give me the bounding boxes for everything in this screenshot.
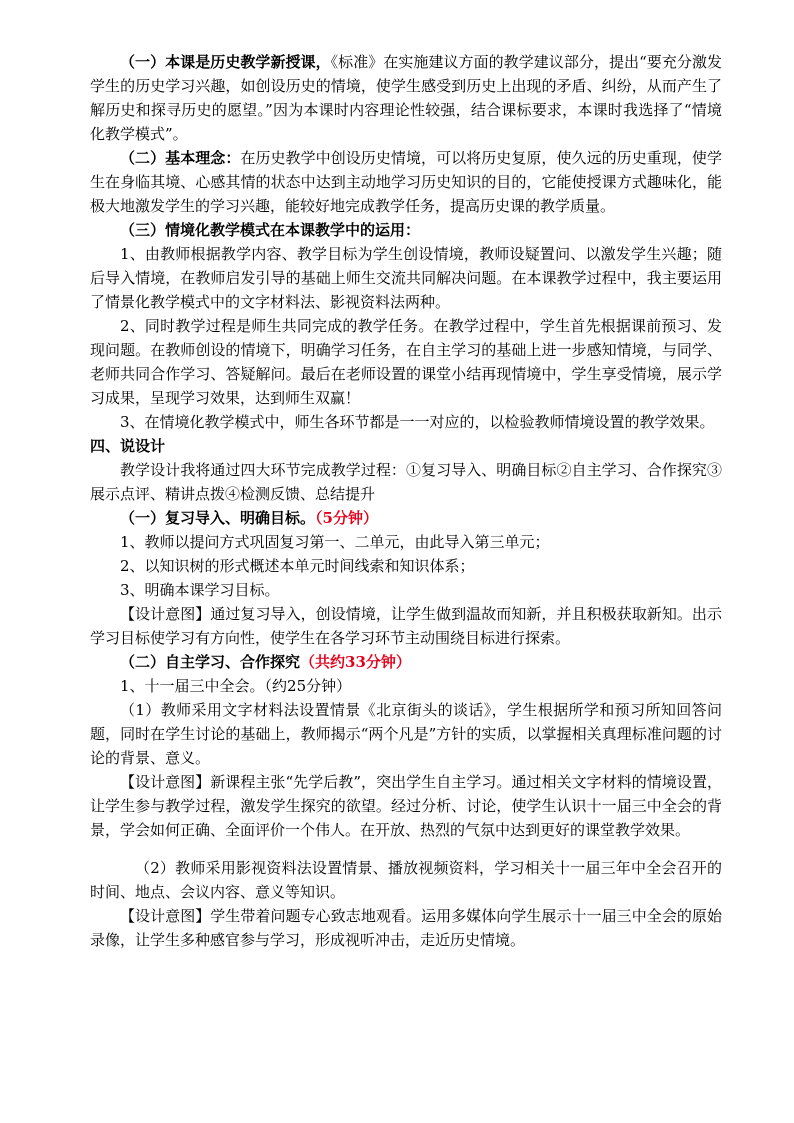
- paragraph-lead: （二）基本理念：: [120, 149, 241, 167]
- subheading-title: （一）复习导入、明确目标。: [120, 509, 316, 527]
- list-item: 1、教师以提问方式巩固复习第一、二单元，由此导入第三单元；: [120, 533, 550, 551]
- paragraph-point-3: 3、在情境化教学模式中，师生各环节都是一一对应的，以检验教师情境设置的教学效果。: [120, 413, 715, 431]
- subheading-title: （二）自主学习、合作探究: [120, 653, 301, 671]
- time-label: （5分钟）: [315, 509, 378, 527]
- subheading-review: [90, 506, 722, 530]
- list-item: 2、以知识树的形式概述本单元时间线索和知识体系；: [120, 557, 475, 575]
- paragraph-point-2: 2、同时教学过程是师生共同完成的教学任务。在教学过程中，学生首先根据课前预习、发现问题。在教师创设的情境下，明确学习任务，在自主学习的基础上进一步感知情境，与同学、老师共同合作学习、答疑解问。最后在老师设置的课堂小结再现情境中，学生享受情境，展示学习成果，呈现学习效果，达到师生双赢！: [90, 317, 722, 407]
- paragraph-design-intent-2: 【设计意图】新课程主张“先学后教”，突出学生自主学习。通过相关文字材料的情境设置，让学生参与教学过程，激发学生探究的欲望。经过分析、讨论，使学生认识十一届三中全会的背景，学会如何正确、全面评价一个伟人。在开放、热烈的气氛中达到更好的课堂教学效果。: [90, 773, 722, 839]
- paragraph-text: 《标准》在实施建议方面的教学建议部分，提出“要充分激发学生的历史学习兴趣，如创设历史的情境，使学生感受到历史上出现的矛盾、纠纷，从而产生了解历史和探寻历史的愿望。”因为本课时内容理论性较强，结合课标要求，本课时我选择了“情境化教学模式”。: [90, 53, 722, 143]
- paragraph-plenum: 1、十一届三中全会。（约25分钟）: [120, 677, 352, 695]
- paragraph-video-material: （2）教师采用影视资料法设置情景、播放视频资料，学习相关十一届三年中全会召开的时间、地点、会议内容、意义等知识。: [90, 859, 722, 901]
- paragraph-text: 在历史教学中创设历史情境，可以将历史复原，使久远的历史重现，使学生在身临其境、心感其情的状态中达到主动地学习历史知识的目的，它能使授课方式趣味化，能极大地激发学生的学习兴趣，能较好地完成教学任务，提高历史课的教学质量。: [90, 149, 722, 215]
- paragraph-text-material: （1）教师采用文字材料法设置情景《北京街头的谈话》，学生根据所学和预习所知回答问题，同时在学生讨论的基础上，教师揭示“两个凡是”方针的实质，以掌握相关真理标准问题的讨论的背景、意义。: [90, 701, 722, 767]
- section-heading-design: 四、说设计: [90, 437, 166, 455]
- paragraph-design-intent-1: 【设计意图】通过复习导入，创设情境，让学生做到温故而知新，并且积极获取新知。出示学习目标使学习有方向性，使学生在各学习环节主动围绕目标进行探索。: [90, 605, 722, 647]
- list-item: 3、明确本课学习目标。: [120, 581, 280, 599]
- subheading-self-study: [90, 650, 722, 674]
- paragraph-design-intent-3: 【设计意图】学生带着问题专心致志地观看。运用多媒体向学生展示十一届三中全会的原始录像，让学生多种感官参与学习，形成视听冲击，走近历史情境。: [90, 907, 722, 949]
- time-label: （共约33分钟）: [300, 653, 411, 671]
- paragraph-design-overview: 教学设计我将通过四大环节完成教学过程：①复习导入、明确目标②自主学习、合作探究③展示点评、精讲点拨④检测反馈、总结提升: [90, 461, 722, 503]
- document-page: [90, 50, 722, 952]
- paragraph-lesson-type: [90, 50, 722, 146]
- paragraph-lead: （一）本课是历史教学新授课，: [120, 53, 331, 71]
- subheading-application: （三）情境化教学模式在本课教学中的运用：: [120, 221, 421, 239]
- paragraph-basic-concept: [90, 146, 722, 218]
- paragraph-point-1: 1、由教师根据教学内容、教学目标为学生创设情境，教师设疑置问、以激发学生兴趣；随后导入情境，在教师启发引导的基础上师生交流共同解决问题。在本课教学过程中，我主要运用了情景化教学模式中的文字材料法、影视资料法两种。: [90, 245, 722, 311]
